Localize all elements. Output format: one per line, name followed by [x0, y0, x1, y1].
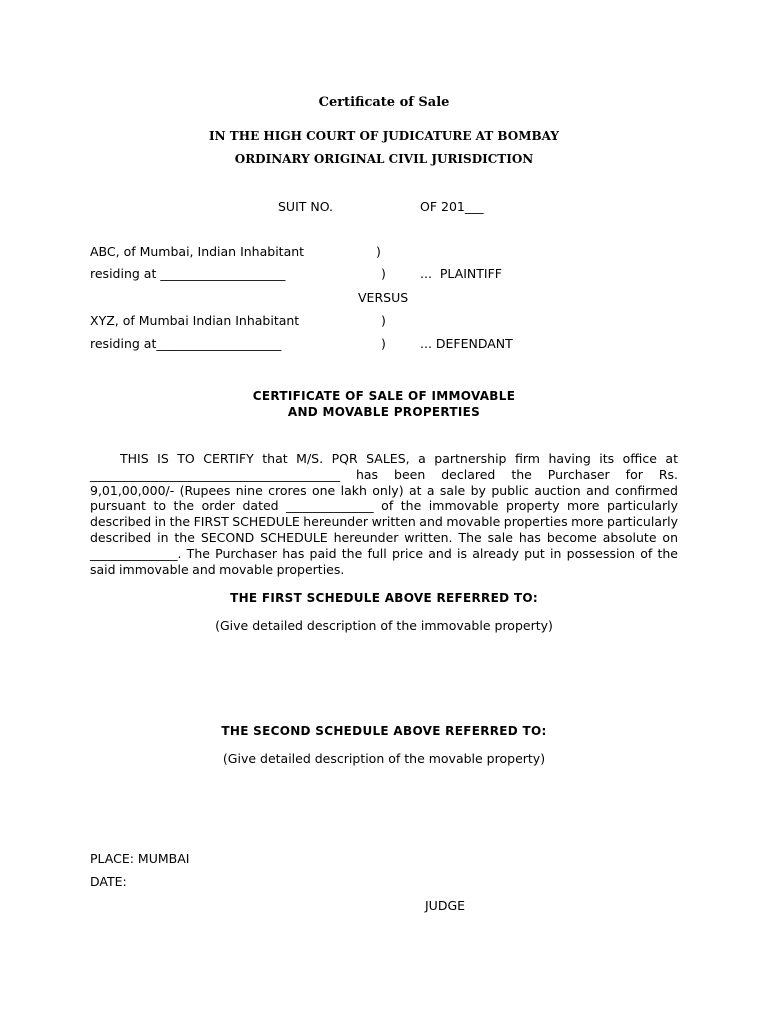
- suit-year-label: OF 201___: [420, 199, 484, 214]
- court-name: IN THE HIGH COURT OF JUDICATURE AT BOMBAY: [209, 129, 559, 143]
- second-schedule-note: (Give detailed description of the movable property): [222, 751, 546, 766]
- paren-2: ): [381, 266, 386, 281]
- plaintiff-name: ABC, of Mumbai, Indian Inhabitant: [90, 244, 305, 259]
- plaintiff-residing: residing at ____________________: [90, 266, 286, 281]
- paren-3: ): [381, 313, 386, 328]
- defendant-residing: residing at____________________: [90, 336, 282, 351]
- document-title: Certificate of Sale: [318, 95, 450, 110]
- paren-4: ): [381, 336, 386, 351]
- certificate-heading-line2: AND MOVABLE PROPERTIES: [287, 405, 481, 419]
- date-label: DATE:: [90, 874, 127, 889]
- second-schedule-heading: THE SECOND SCHEDULE ABOVE REFERRED TO:: [221, 724, 547, 738]
- paren-1: ): [376, 244, 381, 259]
- jurisdiction: ORDINARY ORIGINAL CIVIL JURISDICTION: [234, 152, 534, 166]
- suit-no-label: SUIT NO.: [278, 199, 334, 214]
- defendant-name: XYZ, of Mumbai Indian Inhabitant: [90, 313, 300, 328]
- certificate-body: THIS IS TO CERTIFY that M/S. PQR SALES, a partnership firm having its office at ________________________________________ has been declared the Purchaser for Rs. 9,01,00,000/- (Rupees nine crores one lakh only) at a sale by public auction and confirmed pursuant to the order dated ______________ of the immovable property more particularly described in the FIRST SCHEDULE hereunder written and movable properties more particularly described in the SECOND SCHEDULE hereunder written. The sale has become absolute on ______________. The Purchaser has paid the full price and is already put in possession of the said immovable and movable properties.: [90, 451, 678, 577]
- certificate-heading-line1: CERTIFICATE OF SALE OF IMMOVABLE: [252, 389, 516, 403]
- first-schedule-heading: THE FIRST SCHEDULE ABOVE REFERRED TO:: [230, 591, 538, 605]
- first-schedule-note: (Give detailed description of the immovable property): [215, 618, 553, 633]
- defendant-label: ... DEFENDANT: [420, 336, 513, 351]
- versus-label: VERSUS: [358, 290, 409, 305]
- place-label: PLACE: MUMBAI: [90, 851, 190, 866]
- plaintiff-label: ... PLAINTIFF: [420, 266, 502, 281]
- judge-signature-label: JUDGE: [425, 898, 466, 913]
